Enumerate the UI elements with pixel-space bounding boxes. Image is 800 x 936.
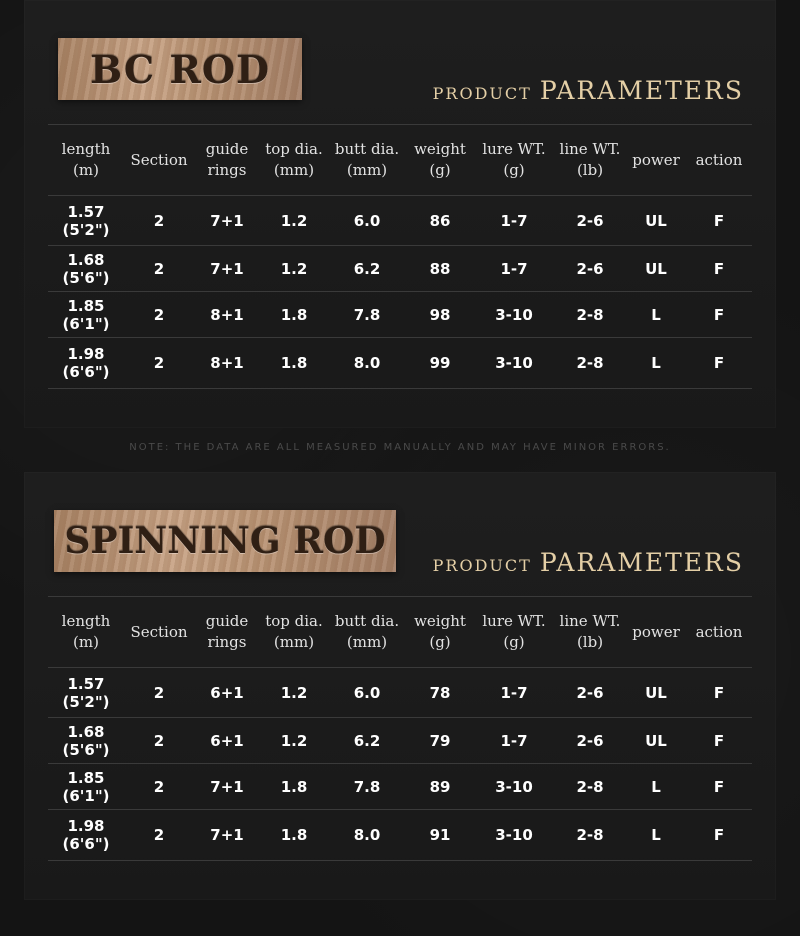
cell-lure-wt: 1-7 xyxy=(474,246,554,292)
heading-product: PRODUCT xyxy=(432,84,532,103)
cell-lure-wt: 3-10 xyxy=(474,338,554,389)
cell-line-wt: 2-8 xyxy=(554,764,626,810)
cell-power: L xyxy=(626,810,686,861)
cell-length: 1.85 (6'1") xyxy=(48,764,124,810)
cell-power: UL xyxy=(626,718,686,764)
cell-line-wt: 2-8 xyxy=(554,292,626,338)
cell-lure-wt: 3-10 xyxy=(474,810,554,861)
cell-line-wt: 2-6 xyxy=(554,196,626,246)
header-weight: weight (g) xyxy=(406,125,474,196)
cell-weight: 89 xyxy=(406,764,474,810)
cell-lure-wt: 1-7 xyxy=(474,196,554,246)
heading-parameters: PARAMETERS xyxy=(539,548,744,577)
header-lure-wt: lure WT. (g) xyxy=(474,597,554,668)
cell-power: L xyxy=(626,338,686,389)
header-action: action xyxy=(686,597,752,668)
bc-rod-panel xyxy=(24,0,776,428)
table-row xyxy=(48,196,752,246)
cell-section: 2 xyxy=(124,338,194,389)
header-butt-dia: butt dia. (mm) xyxy=(328,597,406,668)
cell-guide-rings: 7+1 xyxy=(194,196,260,246)
cell-section: 2 xyxy=(124,718,194,764)
cell-weight: 91 xyxy=(406,810,474,861)
cell-length: 1.98 (6'6") xyxy=(48,810,124,861)
table-header-row xyxy=(48,597,752,668)
spinning-rod-title-plaque xyxy=(54,510,396,572)
cell-weight: 98 xyxy=(406,292,474,338)
header-action: action xyxy=(686,125,752,196)
cell-butt-dia: 7.8 xyxy=(328,764,406,810)
cell-guide-rings: 7+1 xyxy=(194,246,260,292)
cell-length: 1.57 (5'2") xyxy=(48,196,124,246)
cell-weight: 86 xyxy=(406,196,474,246)
table-row xyxy=(48,668,752,718)
cell-action: F xyxy=(686,246,752,292)
cell-line-wt: 2-6 xyxy=(554,246,626,292)
header-guide-rings: guide rings xyxy=(194,597,260,668)
header-line-wt: line WT. (lb) xyxy=(554,597,626,668)
cell-weight: 78 xyxy=(406,668,474,718)
header-weight: weight (g) xyxy=(406,597,474,668)
product-parameters-heading xyxy=(433,548,744,577)
cell-section: 2 xyxy=(124,196,194,246)
cell-power: L xyxy=(626,764,686,810)
cell-lure-wt: 1-7 xyxy=(474,668,554,718)
header-section: Section xyxy=(124,597,194,668)
cell-top-dia: 1.8 xyxy=(260,338,328,389)
header-power: power xyxy=(626,125,686,196)
measurement-note: NOTE: THE DATA ARE ALL MEASURED MANUALLY AND MAY HAVE MINOR ERRORS. xyxy=(129,442,671,453)
cell-length: 1.68 (5'6") xyxy=(48,246,124,292)
cell-butt-dia: 6.0 xyxy=(328,668,406,718)
cell-top-dia: 1.8 xyxy=(260,764,328,810)
cell-weight: 88 xyxy=(406,246,474,292)
cell-length: 1.98 (6'6") xyxy=(48,338,124,389)
cell-weight: 79 xyxy=(406,718,474,764)
cell-weight: 99 xyxy=(406,338,474,389)
table-row xyxy=(48,246,752,292)
cell-butt-dia: 6.2 xyxy=(328,718,406,764)
table-header-row xyxy=(48,125,752,196)
header-lure-wt: lure WT. (g) xyxy=(474,125,554,196)
header-guide-rings: guide rings xyxy=(194,125,260,196)
heading-product: PRODUCT xyxy=(432,556,532,575)
cell-guide-rings: 6+1 xyxy=(194,718,260,764)
cell-action: F xyxy=(686,196,752,246)
cell-action: F xyxy=(686,764,752,810)
spinning-rod-spec-table xyxy=(48,596,752,861)
cell-length: 1.57 (5'2") xyxy=(48,668,124,718)
table-row xyxy=(48,338,752,389)
cell-guide-rings: 7+1 xyxy=(194,810,260,861)
cell-power: UL xyxy=(626,246,686,292)
cell-action: F xyxy=(686,338,752,389)
cell-guide-rings: 6+1 xyxy=(194,668,260,718)
header-section: Section xyxy=(124,125,194,196)
cell-action: F xyxy=(686,718,752,764)
cell-line-wt: 2-6 xyxy=(554,668,626,718)
cell-lure-wt: 3-10 xyxy=(474,292,554,338)
cell-top-dia: 1.2 xyxy=(260,668,328,718)
cell-length: 1.85 (6'1") xyxy=(48,292,124,338)
cell-line-wt: 2-6 xyxy=(554,718,626,764)
header-line-wt: line WT. (lb) xyxy=(554,125,626,196)
cell-power: L xyxy=(626,292,686,338)
table-row xyxy=(48,718,752,764)
cell-section: 2 xyxy=(124,668,194,718)
bc-rod-spec-table xyxy=(48,124,752,389)
cell-butt-dia: 7.8 xyxy=(328,292,406,338)
cell-top-dia: 1.8 xyxy=(260,292,328,338)
cell-guide-rings: 8+1 xyxy=(194,292,260,338)
cell-action: F xyxy=(686,810,752,861)
cell-top-dia: 1.8 xyxy=(260,810,328,861)
cell-lure-wt: 1-7 xyxy=(474,718,554,764)
header-length: length (m) xyxy=(48,125,124,196)
cell-power: UL xyxy=(626,196,686,246)
cell-action: F xyxy=(686,292,752,338)
cell-section: 2 xyxy=(124,246,194,292)
cell-guide-rings: 8+1 xyxy=(194,338,260,389)
table-row xyxy=(48,810,752,861)
cell-butt-dia: 8.0 xyxy=(328,338,406,389)
cell-butt-dia: 6.2 xyxy=(328,246,406,292)
heading-parameters: PARAMETERS xyxy=(539,76,744,105)
cell-line-wt: 2-8 xyxy=(554,338,626,389)
cell-top-dia: 1.2 xyxy=(260,718,328,764)
cell-top-dia: 1.2 xyxy=(260,246,328,292)
cell-section: 2 xyxy=(124,292,194,338)
cell-length: 1.68 (5'6") xyxy=(48,718,124,764)
spinning-rod-title: SPINNING ROD xyxy=(64,520,386,562)
cell-top-dia: 1.2 xyxy=(260,196,328,246)
table-row xyxy=(48,764,752,810)
cell-action: F xyxy=(686,668,752,718)
cell-section: 2 xyxy=(124,810,194,861)
cell-lure-wt: 3-10 xyxy=(474,764,554,810)
cell-butt-dia: 8.0 xyxy=(328,810,406,861)
bc-rod-title-plaque xyxy=(58,38,302,100)
cell-power: UL xyxy=(626,668,686,718)
table-row xyxy=(48,292,752,338)
header-top-dia: top dia. (mm) xyxy=(260,125,328,196)
bc-rod-title: BC ROD xyxy=(90,46,270,92)
header-power: power xyxy=(626,597,686,668)
cell-butt-dia: 6.0 xyxy=(328,196,406,246)
spinning-rod-panel xyxy=(24,472,776,900)
header-butt-dia: butt dia. (mm) xyxy=(328,125,406,196)
cell-line-wt: 2-8 xyxy=(554,810,626,861)
header-length: length (m) xyxy=(48,597,124,668)
cell-section: 2 xyxy=(124,764,194,810)
cell-guide-rings: 7+1 xyxy=(194,764,260,810)
header-top-dia: top dia. (mm) xyxy=(260,597,328,668)
product-parameters-heading xyxy=(433,76,744,105)
